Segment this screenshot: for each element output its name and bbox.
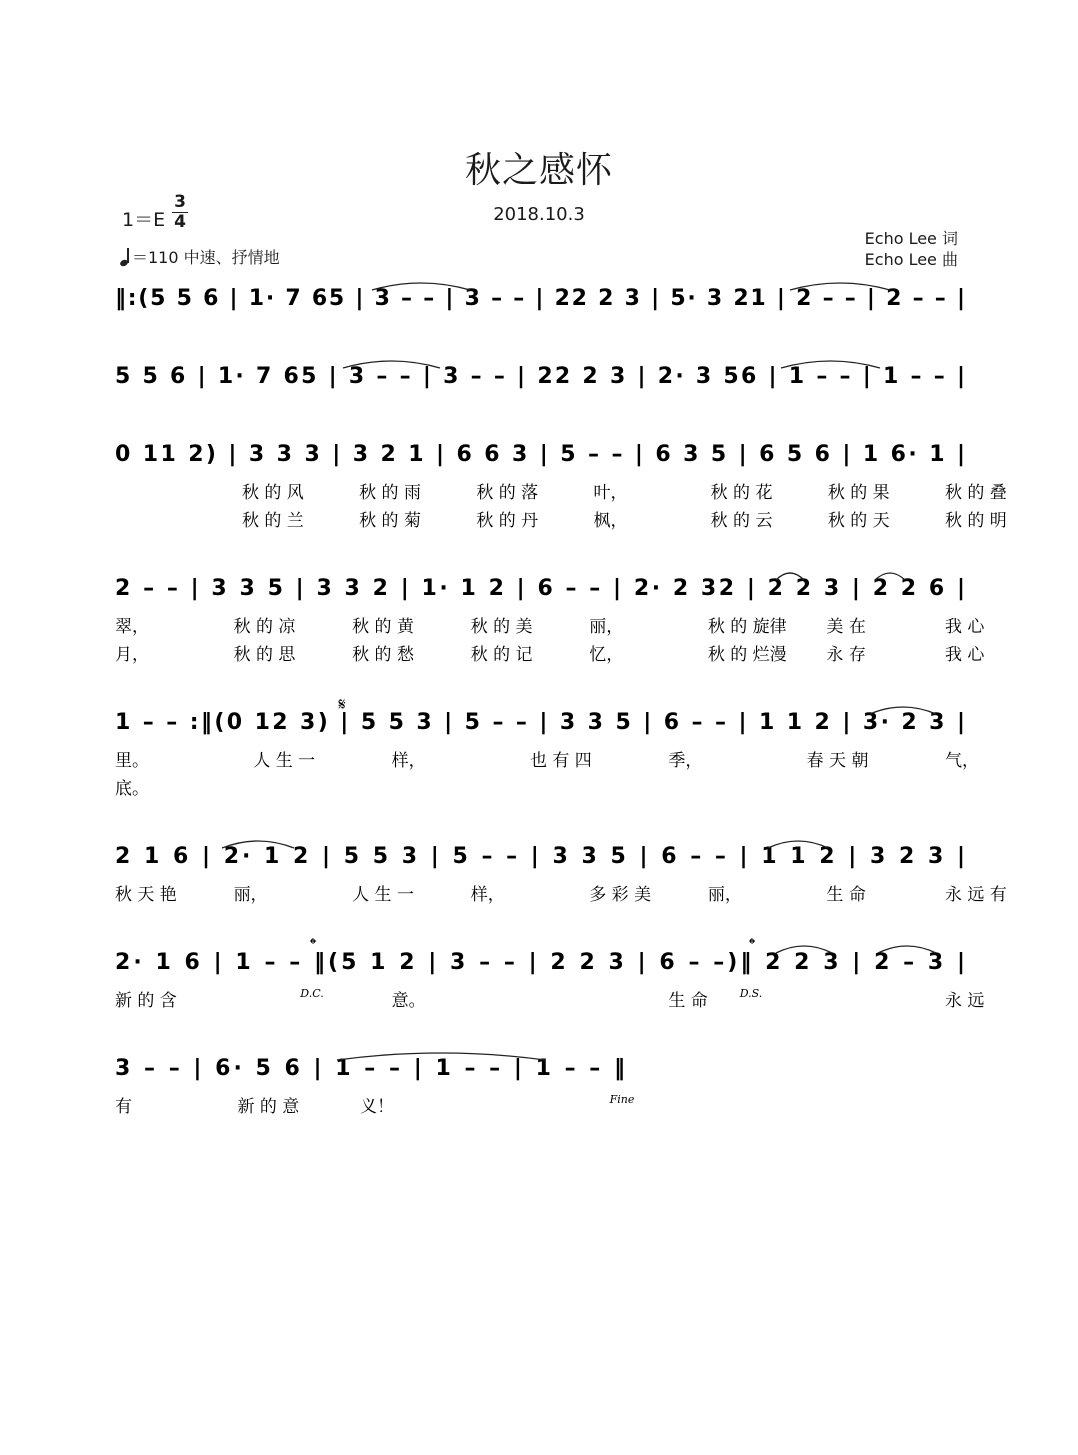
lyric-segment: 秋 的 风 [242,483,304,503]
fine-mark: Fine [609,1093,635,1106]
lyric-segment: 秋 的 明 [945,511,1007,531]
lyric-segment: 人 生 一 [253,751,316,771]
lyric-segment: 有 [115,1097,132,1117]
lyric-segment: 枫， [593,511,628,531]
lyric-segment: 里。 [115,751,149,771]
lyric-segment: 义！ [360,1097,394,1117]
notation-row: 5 5 6 | 1· 7 65 | 3 – – | 3 – – | 22 2 3 | 2· 3 56 | 1 – – | 1 – – | [115,364,965,389]
notation-row: 2· 1 6 | 1 – – ‖(5 1 2 | 3 – – | 2 2 3 | 6 – –)‖ 2 2 3 | 2 – 3 | [115,950,966,975]
lyric-segment: 气， [945,751,979,771]
notation-row: 0 11 2) | 3 3 3 | 3 2 1 | 6 6 3 | 5 – – | 6 3 5 | 6 5 6 | 1 6· 1 | [115,442,965,467]
lyric-segment: 秋 的 天 [827,511,890,531]
lyric-segment: 多 彩 美 [589,885,652,905]
key-signature: 1＝E [122,209,166,231]
notation-row: 2 1 6 | 2· 1 2 | 5 5 3 | 5 – – | 3 3 5 | 6 – – | 1 1 2 | 3 2 3 | [115,844,965,869]
time-top: 3 [174,192,186,212]
lyric-segment: 翠， [115,617,149,637]
lyric-segment: 生 命 [826,885,866,905]
notation-row: 2 – – | 3 3 5 | 3 3 2 | 1· 1 2 | 6 – – | 2· 2 32 | 2 2 3 | 2 2 6 | [115,576,965,601]
lyric-segment: 永 存 [826,645,866,665]
lyric-segment: 秋 的 丹 [476,511,539,531]
ds-mark: D.S. [739,987,763,1000]
lyric-segment: 秋 的 兰 [242,511,304,531]
lyric-segment: 秋 的 记 [470,645,533,665]
lyric-segment: 我 心 [945,645,985,665]
lyric-segment: 秋 的 黄 [352,617,414,637]
notation-row: 3 – – | 6· 5 6 | 1 – – | 1 – – | 1 – – ‖ [115,1056,625,1081]
lyric-segment: 秋 的 美 [470,617,533,637]
lyric-segment: 意。 [391,991,426,1011]
lyric-segment: 秋 天 艳 [115,885,177,905]
notation-row: ‖:(5 5 6 | 1· 7 65 | 3 – – | 3 – – | 22 2 3 | 5· 3 21 | 2 – – | 2 – – | [115,286,965,311]
lyric-segment: 秋 的 旋律 [707,617,787,637]
lyric-segment: 秋 的 凉 [233,617,296,637]
lyric-segment: 美 在 [826,617,866,637]
tempo-text: ＝110 中速、抒情地 [132,248,280,267]
lyric-segment: 忆， [589,645,624,665]
lyric-segment: 样， [470,885,505,905]
lyric-segment: 秋 的 菊 [359,511,421,531]
lyric-segment: 秋 的 花 [710,483,773,503]
lyric-segment: 人 生 一 [352,885,414,905]
lyric-segment: 秋 的 思 [233,645,296,665]
lyric-segment: 丽， [707,885,742,905]
composer: Echo Lee 曲 [864,250,958,269]
lyric-segment: 永 远 有 [945,885,1007,905]
lyric-segment: 丽， [233,885,268,905]
lyric-segment: 叶， [593,483,628,503]
lyric-segment: 永 远 [945,991,985,1011]
lyric-segment: 底。 [115,779,149,799]
lyric-segment: 秋 的 烂漫 [707,645,787,665]
lyric-segment: 秋 的 愁 [352,645,414,665]
lyric-segment: 春 天 朝 [806,751,869,771]
lyric-segment: 月， [115,645,149,665]
lyricist: Echo Lee 词 [864,229,958,248]
segno-icon: 𝄋 [338,695,346,715]
score-date: 2018.10.3 [493,204,585,225]
lyric-segment: 秋 的 叠 [945,483,1007,503]
dc-mark: D.C. [300,987,324,1000]
lyric-segment: 秋 的 落 [476,483,539,503]
lyric-segment: 新 的 意 [237,1097,300,1117]
lyric-segment: 也 有 四 [530,751,592,771]
lyric-segment: 秋 的 云 [710,511,773,531]
lyric-segment: 丽， [589,617,624,637]
lyric-segment: 秋 的 果 [827,483,890,503]
lyric-segment: 生 命 [668,991,708,1011]
lyric-segment: 秋 的 雨 [359,483,421,503]
lyric-segment: 样， [391,751,426,771]
lyric-segment: 季， [668,751,703,771]
notation-row: 1 – – :‖(0 12 3) | 5 5 3 | 5 – – | 3 3 5 | 6 – – | 1 1 2 | 3· 2 3 | [115,710,965,735]
coda-icon: 𝄌 [749,935,755,955]
time-bottom: 4 [174,212,186,232]
score-title: 秋之感怀 [464,150,613,191]
coda-icon: 𝄌 [310,935,316,955]
lyric-segment: 我 心 [945,617,985,637]
lyric-segment: 新 的 含 [115,991,177,1011]
